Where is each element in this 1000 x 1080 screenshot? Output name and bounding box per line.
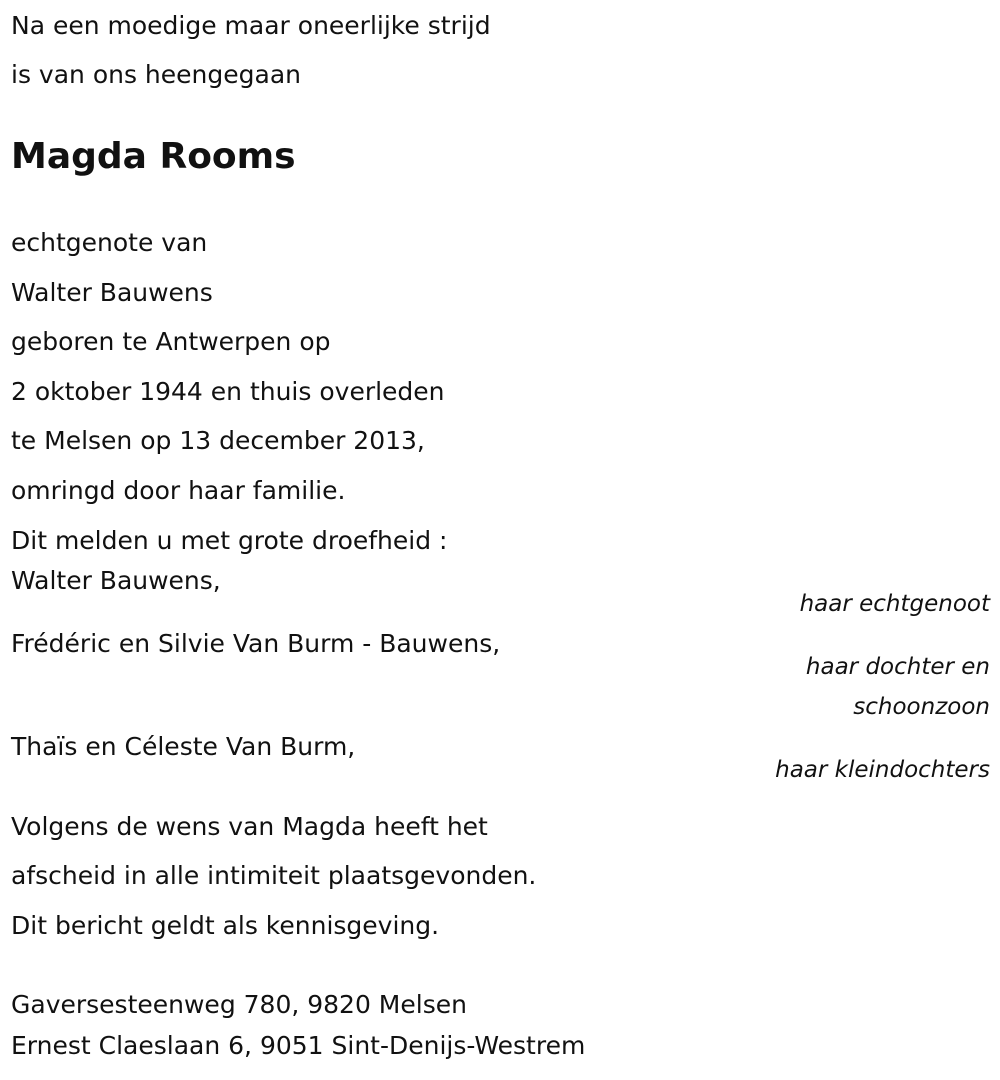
detail-line-3: geboren te Antwerpen op: [11, 327, 331, 356]
intro-line-1: Na een moedige maar oneerlijke strijd: [11, 11, 491, 40]
family-name-spouse: Walter Bauwens,: [11, 566, 221, 595]
closing-line-3: Dit bericht geldt als kennisgeving.: [11, 911, 440, 940]
family-name-granddaughters: Thaïs en Céleste Van Burm,: [11, 732, 356, 761]
detail-line-2: Walter Bauwens: [11, 278, 213, 307]
family-relation-spouse: haar echtgenoot: [799, 591, 990, 617]
detail-line-1: echtgenote van: [11, 228, 208, 257]
address-line-1: Gaversesteenweg 780, 9820 Melsen: [11, 990, 467, 1019]
address-line-2: Ernest Claeslaan 6, 9051 Sint-Denijs-Westrem: [11, 1031, 586, 1060]
detail-line-6: omringd door haar familie.: [11, 476, 346, 505]
family-relation-daughter-line-1: haar dochter en: [805, 654, 990, 680]
detail-line-4: 2 oktober 1944 en thuis overleden: [11, 377, 445, 406]
closing-line-1: Volgens de wens van Magda heeft het: [11, 812, 488, 841]
deceased-name: Magda Rooms: [11, 136, 296, 177]
family-relation-daughter-line-2: schoonzoon: [853, 694, 990, 720]
detail-line-5: te Melsen op 13 december 2013,: [11, 426, 425, 455]
announcement: Dit melden u met grote droefheid :: [11, 526, 448, 555]
family-name-daughter: Frédéric en Silvie Van Burm - Bauwens,: [11, 629, 501, 658]
intro-line-2: is van ons heengegaan: [11, 60, 301, 89]
family-relation-granddaughters: haar kleindochters: [775, 757, 990, 783]
closing-line-2: afscheid in alle intimiteit plaatsgevonden.: [11, 861, 537, 890]
